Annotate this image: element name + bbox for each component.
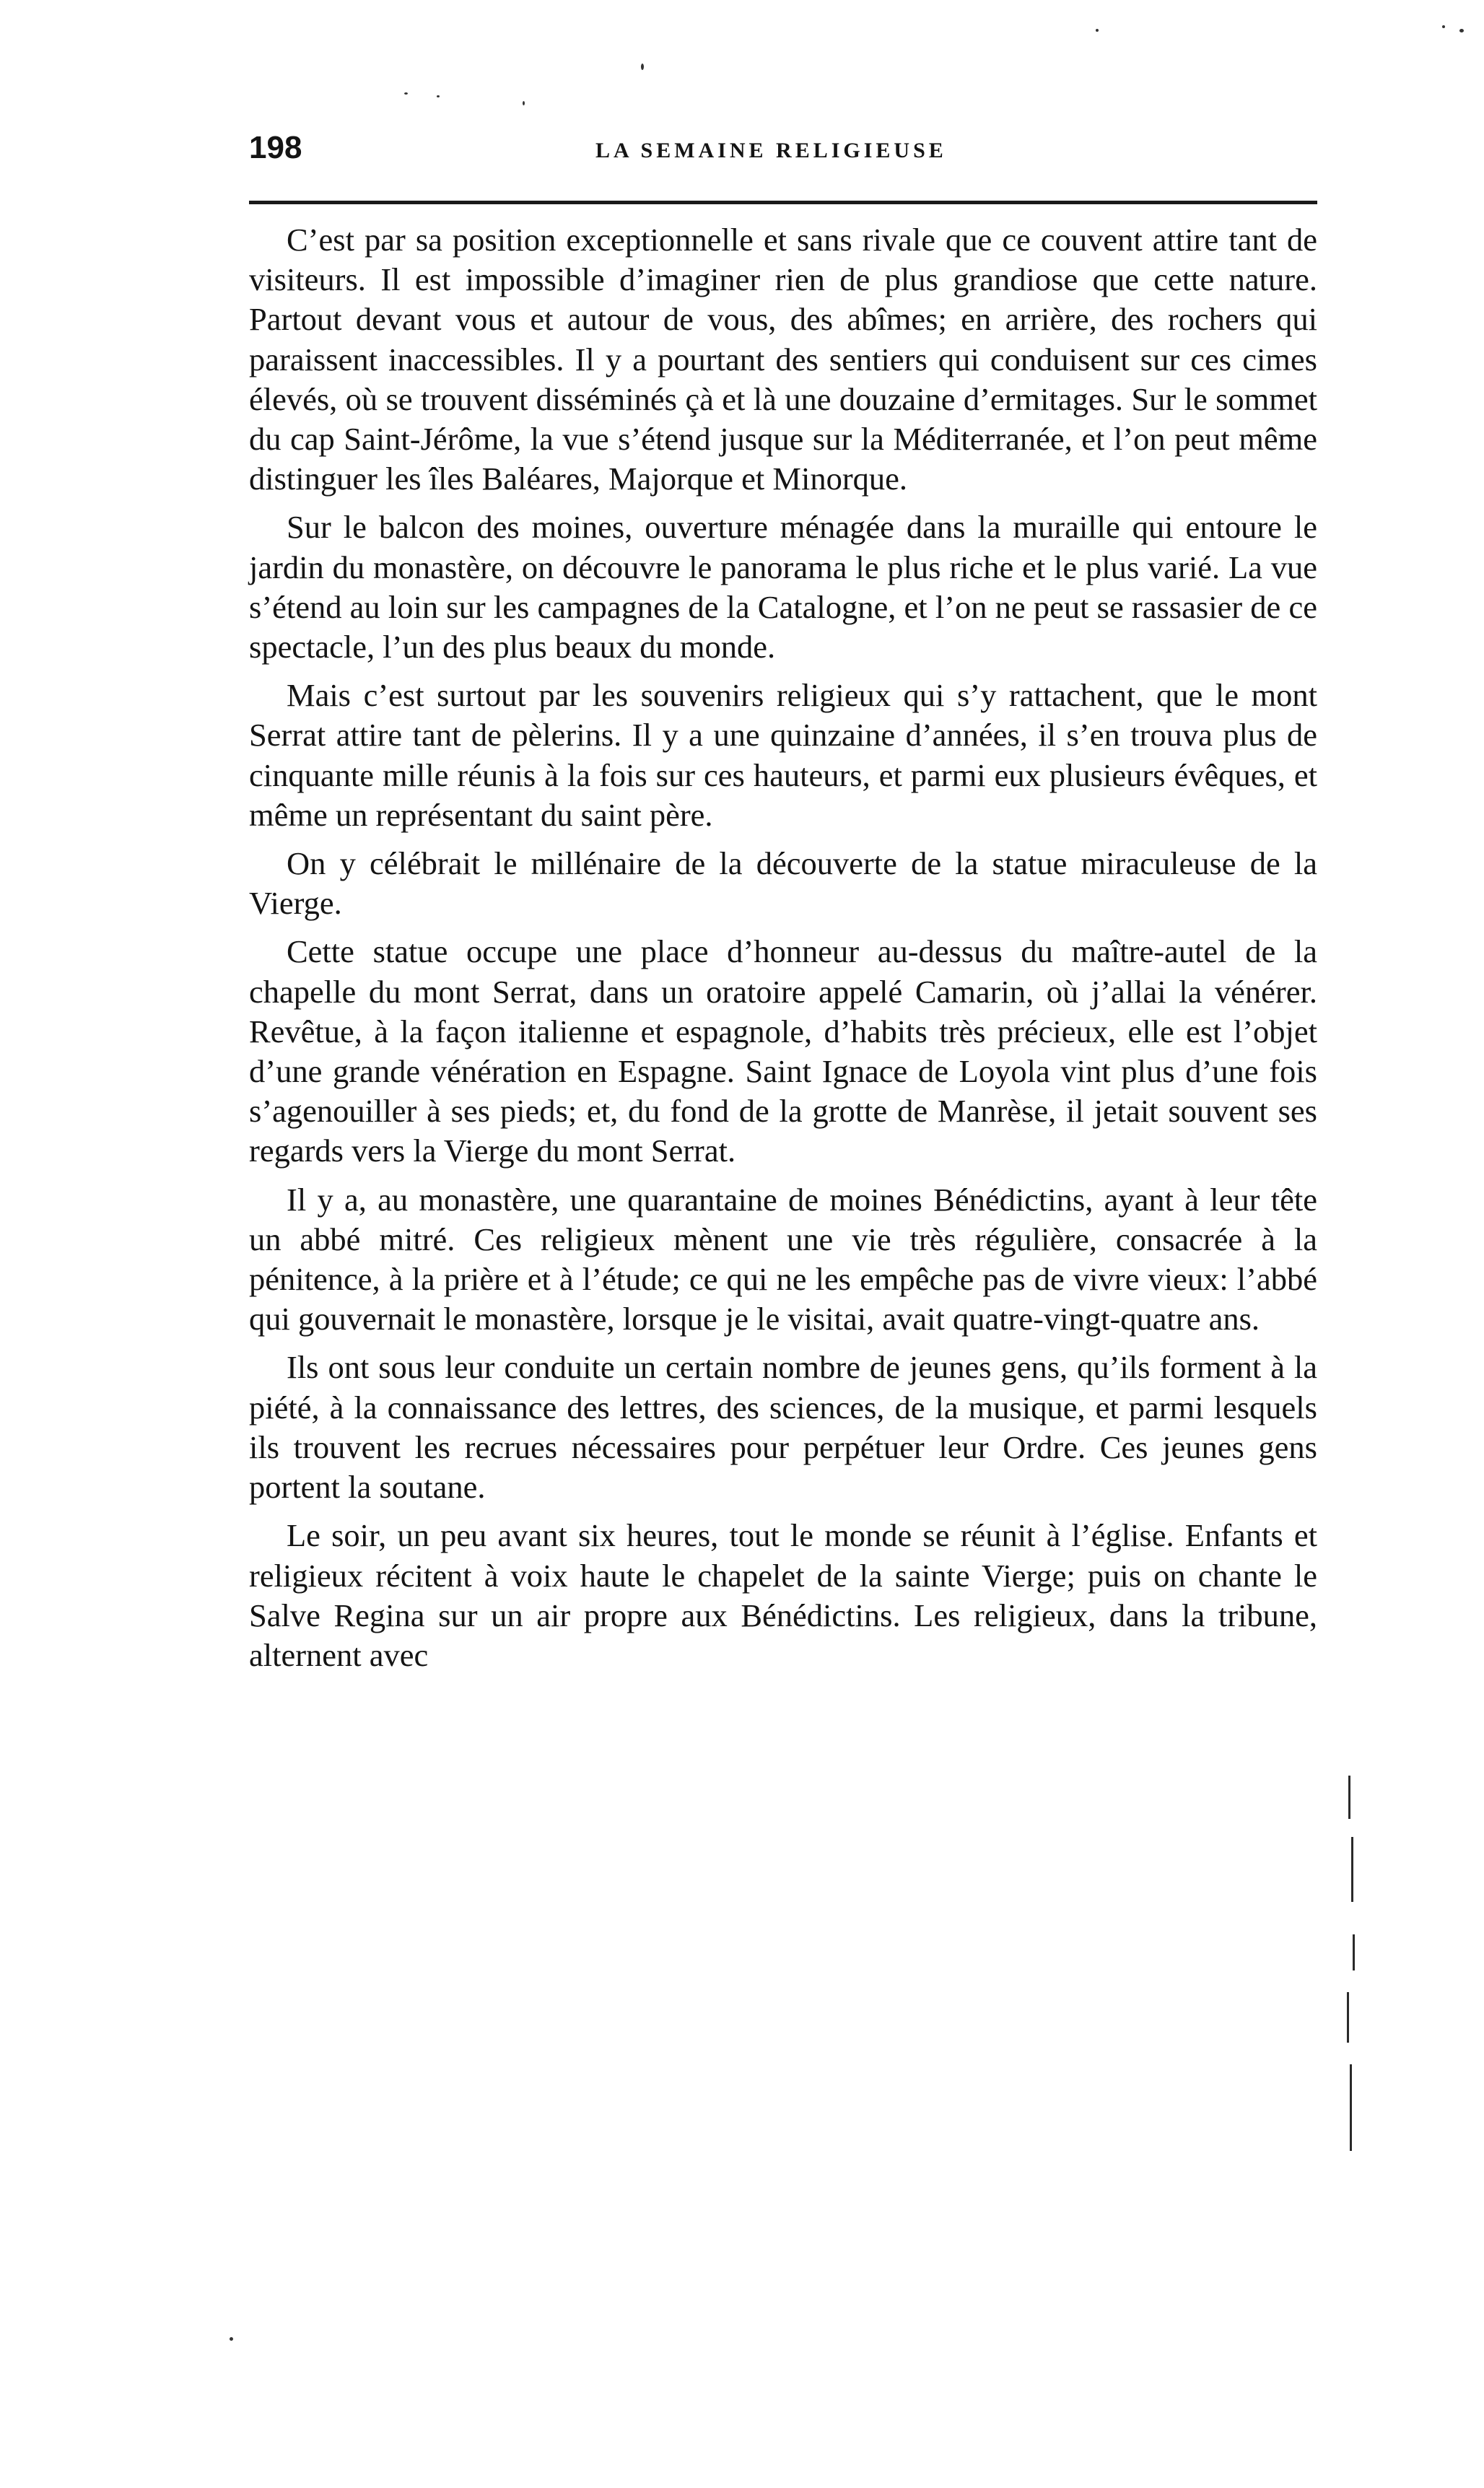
paragraph: C’est par sa position exceptionnelle et sans rivale que ce couvent attire tant de visiteurs. Il est impossible d’imaginer rien de plus grandiose que cette nature. Partout devant vous et autour de vous, des abîmes; en arrière, des rochers qui paraissent inaccessibles. Il y a pourtant des sentiers qui conduisent sur ces cimes élevés, où se trouvent disséminés çà et là une douzaine d’ermitages. Sur le sommet du cap Saint-Jérôme, la vue s’étend jusque sur la Méditerranée, et l’on peut même distinguer les îles Baléares, Majorque et Minorque.: [249, 222, 1317, 497]
print-speck: [1096, 29, 1099, 32]
print-speck: [230, 2337, 233, 2341]
header-rule: [249, 201, 1317, 204]
paragraph: Il y a, au monastère, une quarantaine de moines Bénédictins, ayant à leur tête un abbé mitré. Ces religieux mènent une vie très régulière, consacrée à la pénitence, à la prière et à l’étude; ce qui ne les empêche pas de vivre vieux: l’abbé qui gouvernait le monastère, lorsque je le visitai, avait quatre-vingt-quatre ans.: [249, 1181, 1317, 1337]
margin-mark: [1351, 1837, 1353, 1902]
running-head: LA SEMAINE RELIGIEUSE: [595, 139, 947, 162]
print-speck: [641, 64, 644, 70]
page-number: 198: [249, 130, 302, 165]
margin-mark: [1347, 1992, 1349, 2043]
margin-mark: [1348, 1776, 1350, 1819]
print-speck: [1459, 29, 1464, 32]
paragraph: Le soir, un peu avant six heures, tout le monde se réunit à l’église. Enfants et religieux récitent à voix haute le chapelet de la sainte Vierge; puis on chante le Salve Regina sur un air propre aux Bénédictins. Les religieux, dans la tribune, alternent avec: [249, 1517, 1317, 1673]
margin-mark: [1350, 2064, 1352, 2151]
body-text: [249, 220, 1317, 1675]
print-speck: [1442, 25, 1445, 28]
print-speck: [404, 92, 408, 95]
paragraph: Sur le balcon des moines, ouverture ménagée dans la muraille qui entoure le jardin du monastère, on découvre le panorama le plus riche et le plus varié. La vue s’étend au loin sur les campagnes de la Catalogne, et l’on ne peut se rassasier de ce spectacle, l’un des plus beaux du monde.: [249, 509, 1317, 665]
print-speck: [437, 95, 440, 97]
paragraph: Ils ont sous leur conduite un certain nombre de jeunes gens, qu’ils forment à la piété, à la connaissance des lettres, des sciences, de la musique, et parmi lesquels ils trouvent les recrues nécessaires pour perpétuer leur Ordre. Ces jeunes gens portent la soutane.: [249, 1349, 1317, 1506]
paragraph: Mais c’est surtout par les souvenirs religieux qui s’y rattachent, que le mont Serrat attire tant de pèlerins. Il y a une quinzaine d’années, il s’en trouva plus de cinquante mille réunis à la fois sur ces hauteurs, et parmi eux plusieurs évêques, et même un représentant du saint père.: [249, 677, 1317, 833]
margin-mark: [1353, 1934, 1355, 1970]
print-speck: [523, 101, 525, 105]
paragraph: On y célébrait le millénaire de la découverte de la statue miraculeuse de la Vierge.: [249, 845, 1317, 922]
page-header: [249, 126, 1317, 177]
paragraph: Cette statue occupe une place d’honneur au-dessus du maître-autel de la chapelle du mont Serrat, dans un oratoire appelé Camarin, où j’allai la vénérer. Revêtue, à la façon italienne et espagnole, d’habits très précieux, elle est l’objet d’une grande vénération en Espagne. Saint Ignace de Loyola vint plus d’une fois s’agenouiller à ses pieds; et, du fond de la grotte de Manrèse, il jetait souvent ses regards vers la Vierge du mont Serrat.: [249, 933, 1317, 1169]
